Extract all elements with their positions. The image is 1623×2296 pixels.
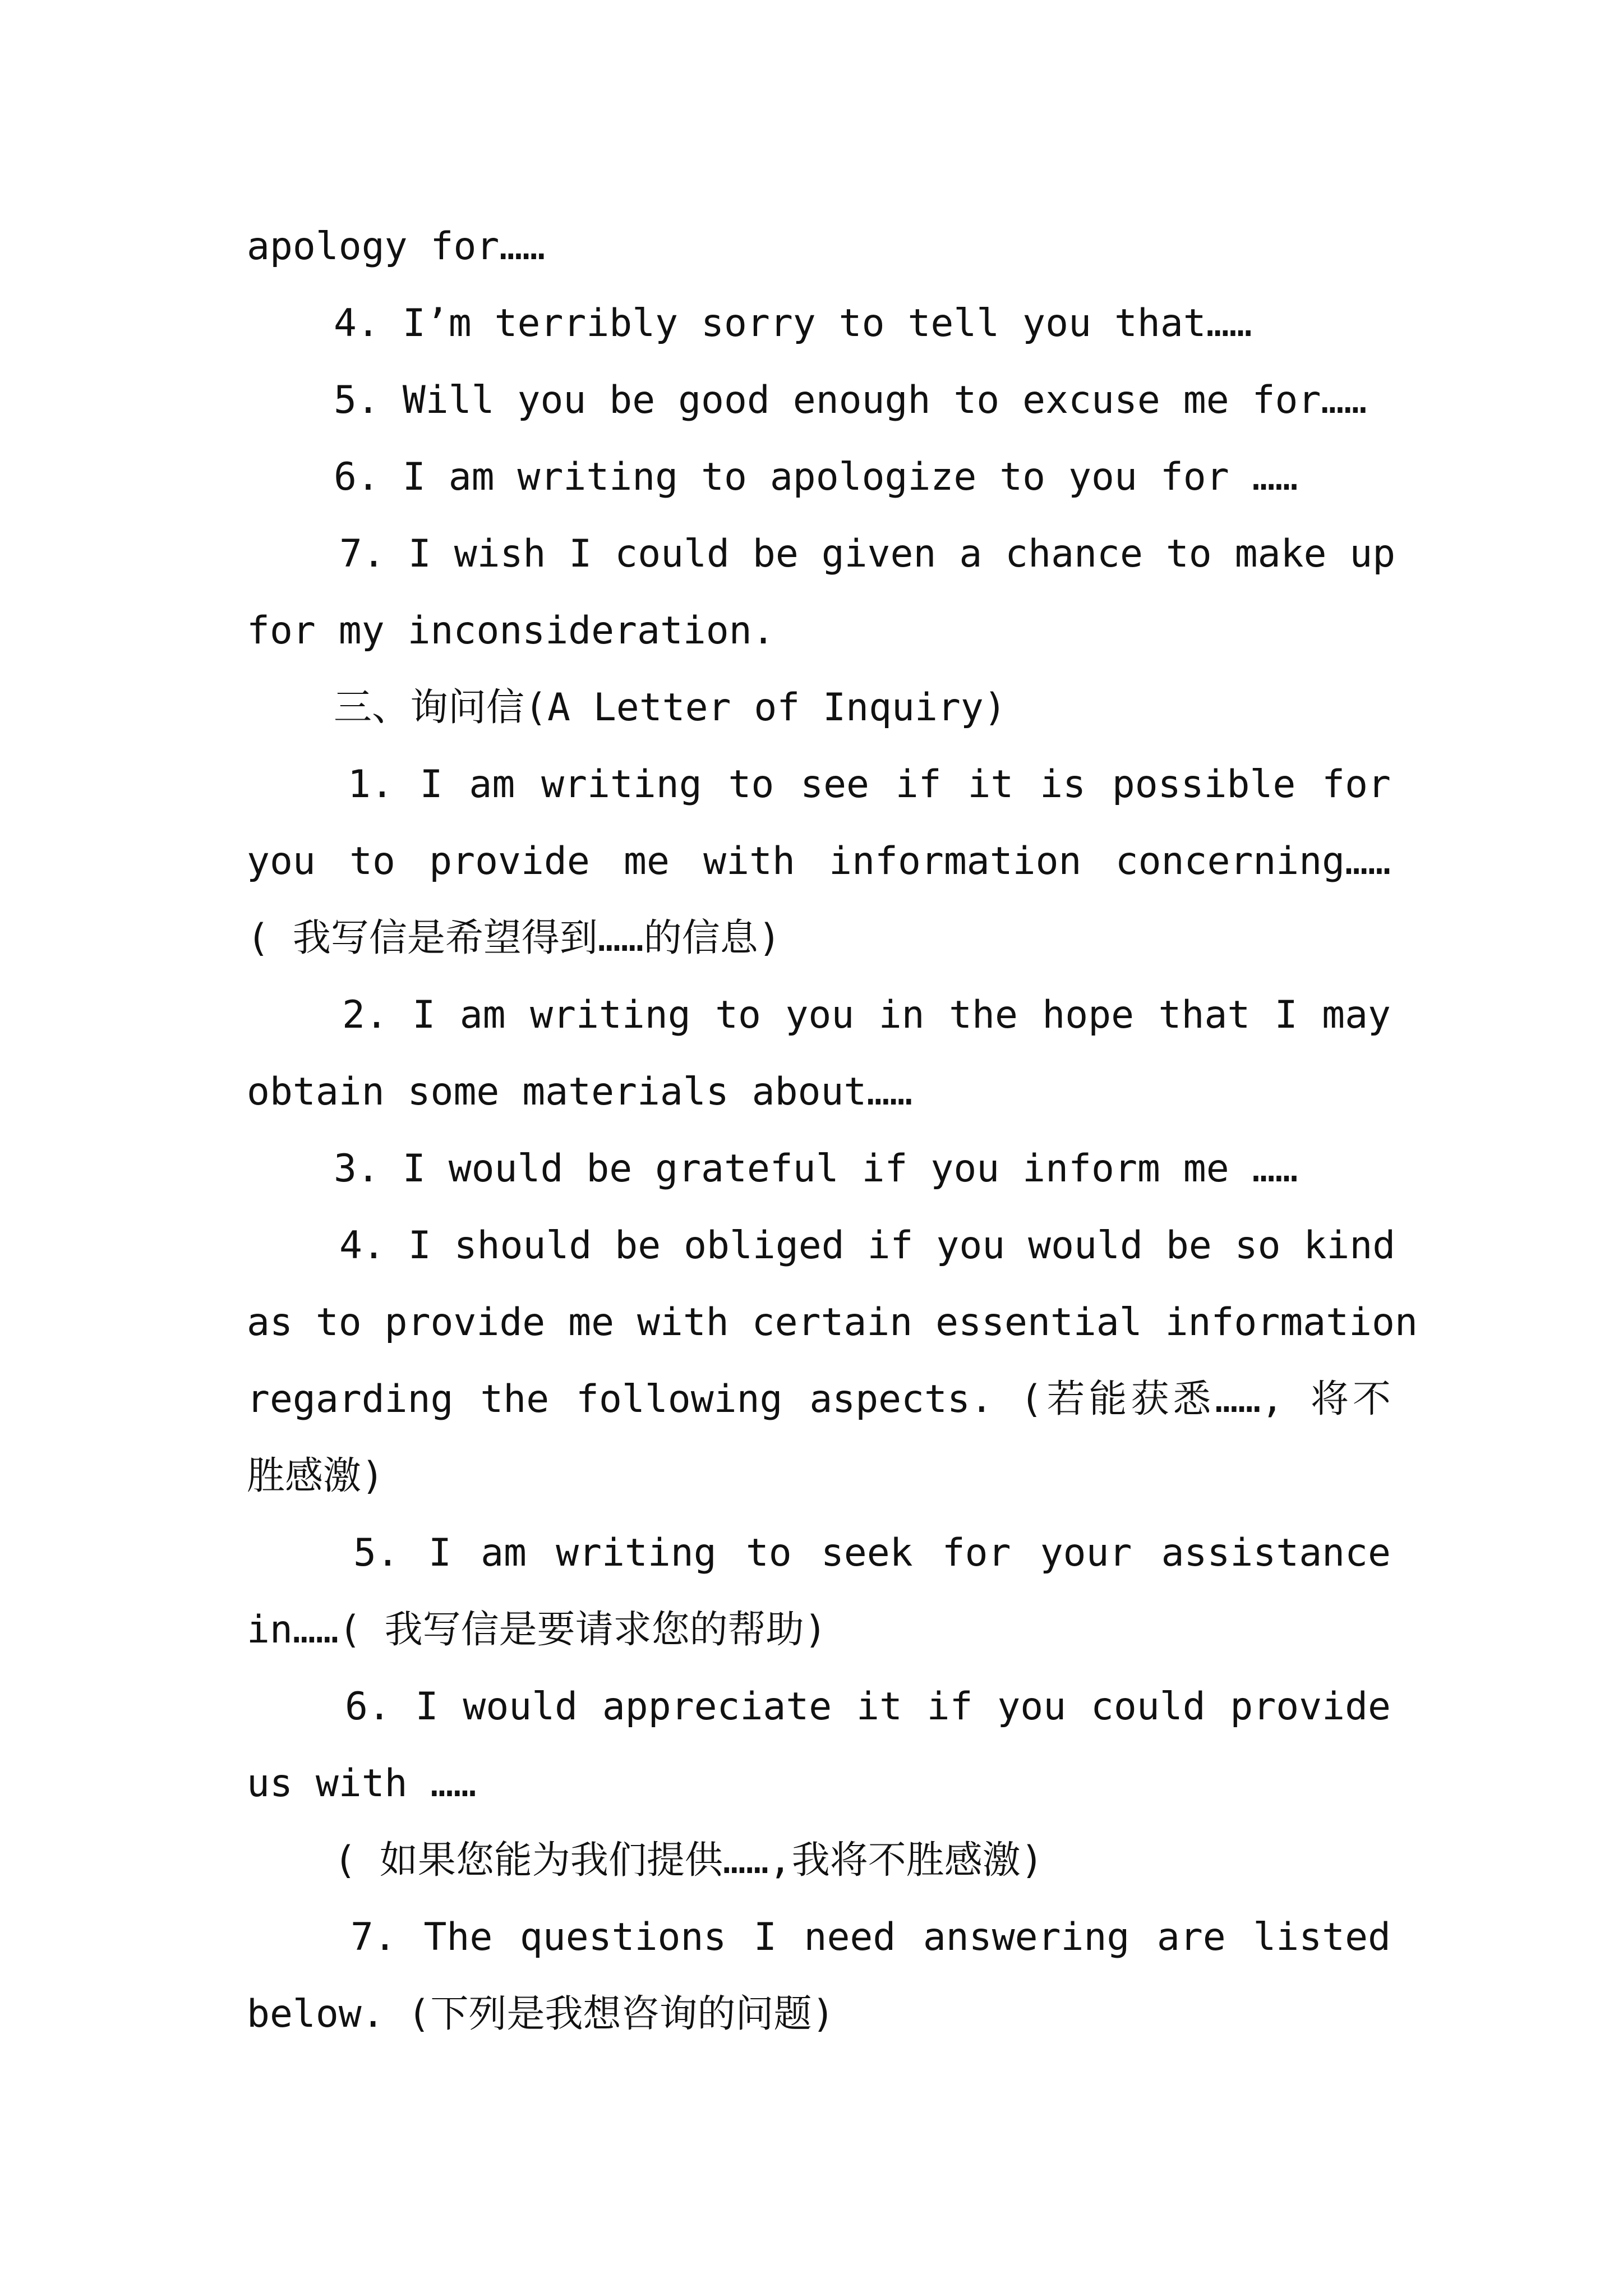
text-line: you to provide me with information concerning…… xyxy=(247,839,1391,884)
text-line: obtain some materials about…… xyxy=(247,1070,913,1114)
text-line: 4. I should be obliged if you would be so kind xyxy=(339,1223,1396,1268)
text-line: ( 如果您能为我们提供……,我将不胜感激) xyxy=(334,1838,1044,1883)
text-line: apology for…… xyxy=(247,224,546,269)
text-line: 4. I’m terribly sorry to tell you that…… xyxy=(334,301,1252,346)
text-line: 3. I would be grateful if you inform me …… xyxy=(334,1147,1298,1191)
text-line: 5. I am writing to seek for your assistance xyxy=(353,1531,1391,1575)
text-line: 1. I am writing to see if it is possible for xyxy=(348,762,1391,807)
text-line: 7. The questions I need answering are listed xyxy=(351,1915,1391,1959)
text-line: for my inconsideration. xyxy=(247,609,775,653)
text-line: 6. I am writing to apologize to you for …… xyxy=(334,455,1298,499)
text-line: 2. I am writing to you in the hope that I may xyxy=(342,993,1391,1037)
text-line: 胜感激) xyxy=(247,1454,384,1498)
text-line: below. (下列是我想咨询的问题) xyxy=(247,1992,835,2036)
text-line: us with …… xyxy=(247,1761,477,1806)
section-heading: 三、询问信(A Letter of Inquiry) xyxy=(334,685,1007,730)
text-line: 6. I would appreciate it if you could provide xyxy=(345,1685,1391,1729)
document-page xyxy=(247,0,1418,2296)
text-line: 7. I wish I could be given a chance to make up xyxy=(339,532,1396,576)
text-line: in……( 我写信是要请求您的帮助) xyxy=(247,1608,827,1652)
text-line: regarding the following aspects. (若能获悉……, 将不 xyxy=(247,1377,1391,1421)
text-line: as to provide me with certain essential information xyxy=(247,1300,1418,1345)
text-line: ( 我写信是希望得到……的信息) xyxy=(247,916,781,960)
text-line: 5. Will you be good enough to excuse me for…… xyxy=(334,378,1367,422)
